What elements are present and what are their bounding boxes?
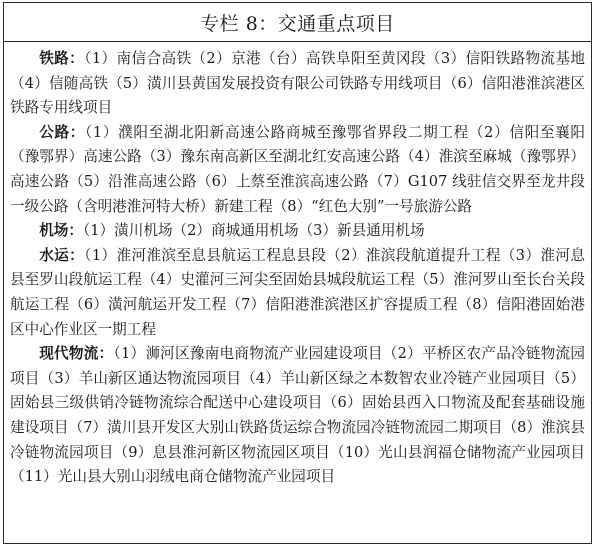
section-railway	[10, 47, 585, 121]
section-label: 机场：	[39, 222, 83, 240]
section-logistics	[10, 342, 585, 490]
section-label: 公路：	[39, 123, 85, 141]
section-text: （1）濮阳至湖北阳新高速公路商城至豫鄂省界段二期工程（2）信阳至襄阳（豫鄂界）高速公路（3）豫东南高新区至湖北红安高速公路（4）淮滨至麻城（豫鄂界）高速公路（5）沿淮高速公路（6）上蔡至淮滨高速公路（7）G107 线驻信交界至龙井段一级公路（含明港淮河特大桥）新建工程（8）“红色大别”一号旅游公路	[10, 123, 585, 215]
section-highway	[10, 121, 585, 219]
section-text: （1）潢川机场（2）商城通用机场（3）新县通用机场	[82, 222, 425, 240]
column-content	[4, 42, 591, 490]
project-column-box	[3, 2, 592, 544]
section-text: （1）南信合高铁（2）京港（台）高铁阜阳至黄冈段（3）信阳铁路物流基地（4）信随高铁（5）潢川县黄国发展投资有限公司铁路专用线项目（6）信阳港淮滨港区铁路专用线项目	[10, 50, 585, 117]
section-text: （1）淮河淮滨至息县航运工程息县段（2）淮滨段航道提升工程（3）淮河息县至罗山段航运工程（4）史灌河三河尖至固始县城段航运工程（5）淮河罗山至长台关段航运工程（6）潢河航运开发工程（7）信阳港淮滨港区扩容提质工程（8）信阳港固始港区中心作业区一期工程	[10, 246, 585, 338]
section-label: 现代物流：	[39, 345, 114, 363]
section-label: 水运：	[39, 246, 85, 264]
section-label: 铁路：	[39, 50, 85, 67]
section-waterway	[10, 244, 585, 342]
column-title: 专栏 8：交通重点项目	[4, 3, 591, 42]
section-airport	[10, 219, 585, 244]
section-text: （1）浉河区豫南电商物流产业园建设项目（2）平桥区农产品冷链物流园项目（3）羊山新区通达物流园项目（4）羊山新区绿之本数智农业冷链产业园项目（5）固始县三级供销冷链物流综合配送中心建设项目（6）固始县西入口物流及配套基础设施建设项目（7）潢川县开发区大别山铁路货运综合物流园冷链物流园二期项目（8）淮滨县冷链物流园项目（9）息县淮河新区物流园区项目（10）光山县润福仓储物流产业园项目（11）光山县大别山羽绒电商仓储物流产业园项目	[10, 345, 585, 486]
